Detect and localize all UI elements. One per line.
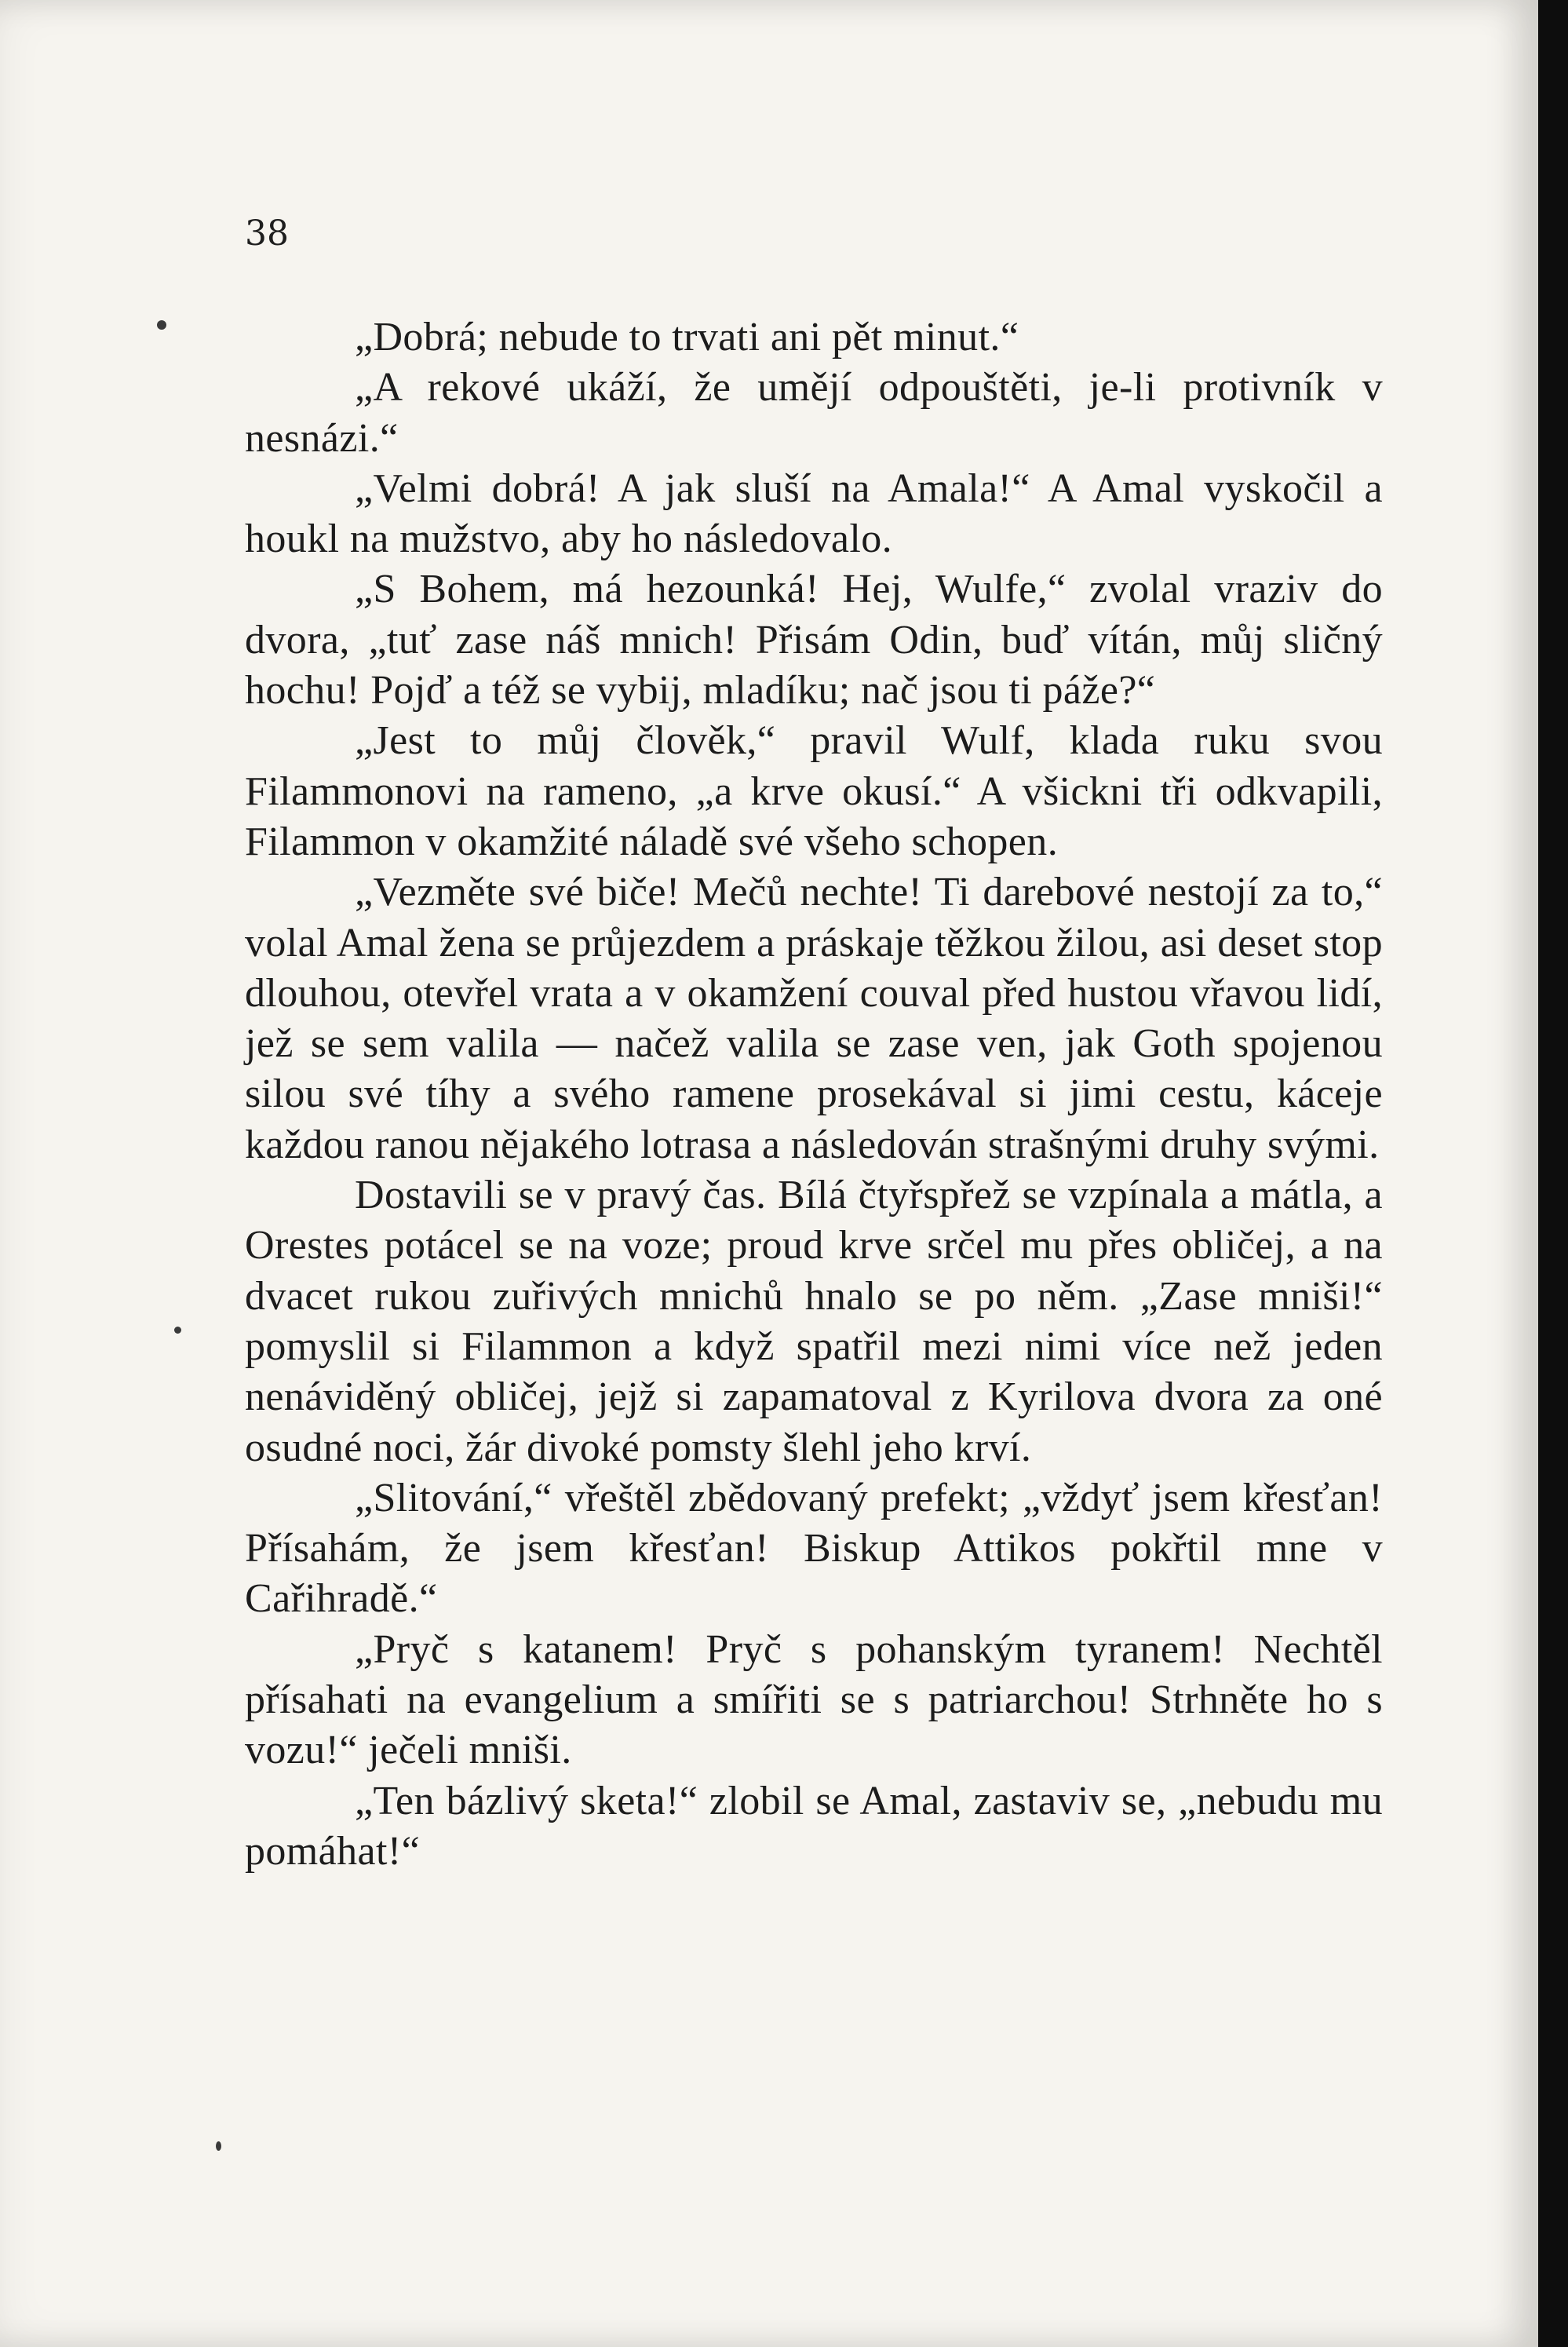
ink-speck xyxy=(216,2141,221,2151)
ink-speck xyxy=(174,1327,181,1334)
paragraph: Dostavili se v pravý čas. Bílá čtyřspřež se vzpínala a mátla, a Orestes potácel se na voze; proud krve srčel mu přes obličej, a na dvacet rukou zuřivých mnichů hnalo se po něm. „Zase mniši!“ pomyslil si Filammon a když spatřil mezi nimi více než jeden nenáviděný obličej, jejž si zapamatoval z Kyrilova dvora za oné osudné noci, žár divoké pomsty šlehl jeho krví. xyxy=(245,1173,1383,1470)
ink-speck xyxy=(157,320,166,330)
paragraph: „Slitování,“ vřeštěl zbědovaný prefekt; „vždyť jsem křesťan! Přísahám, že jsem křesťan! Biskup Attikos pokřtil mne v Cařihradě.“ xyxy=(245,1475,1383,1622)
paragraph: „Jest to můj člověk,“ pravil Wulf, klada ruku svou Filammonovi na rameno, „a krve okusí.“ A všickni tři odkvapili, Filammon v okamžité náladě své všeho schopen. xyxy=(245,718,1383,864)
page-number: 38 xyxy=(245,214,289,254)
paragraph: „Vezměte své biče! Mečů nechte! Ti darebové nestojí za to,“ volal Amal žena se průjezdem a práskaje těžkou žilou, asi deset stop dlouhou, otevřel vrata a v okamžení couval před hustou vřavou lidí, jež se sem valila — načež valila se zase ven, jak Goth spojenou silou své tíhy a svého ramene prosekával si jimi cestu, káceje každou ranou nějakého lotrasa a následován strašnými druhy svými. xyxy=(245,870,1383,1167)
paragraph: „Dobrá; nebude to trvati ani pět minut.“ xyxy=(355,315,1019,360)
paragraph: „Ten bázlivý sketa!“ zlobil se Amal, zastaviv se, „nebudu mu pomáhat!“ xyxy=(245,1778,1383,1874)
paragraph: „A rekové ukáží, že umějí odpouštěti, je-li protivník v nesnázi.“ xyxy=(245,365,1383,461)
page-edge-shadow xyxy=(1538,0,1568,2347)
body-text xyxy=(245,312,1383,1877)
paragraph: „Velmi dobrá! A jak sluší na Amala!“ A Amal vyskočil a houkl na mužstvo, aby ho následovalo. xyxy=(245,465,1383,562)
paragraph: „S Bohem, má hezounká! Hej, Wulfe,“ zvolal vraziv do dvora, „tuť zase náš mnich! Přisám Odin, buď vítán, můj sličný hochu! Pojď a též se vybij, mladíku; nač jsou ti páže?“ xyxy=(245,567,1383,714)
paragraph: „Pryč s katanem! Pryč s pohanským tyranem! Nechtěl přísahati na evangelium a smířiti se s patriarchou! Strhněte ho s vozu!“ ječeli mniši. xyxy=(245,1626,1383,1773)
